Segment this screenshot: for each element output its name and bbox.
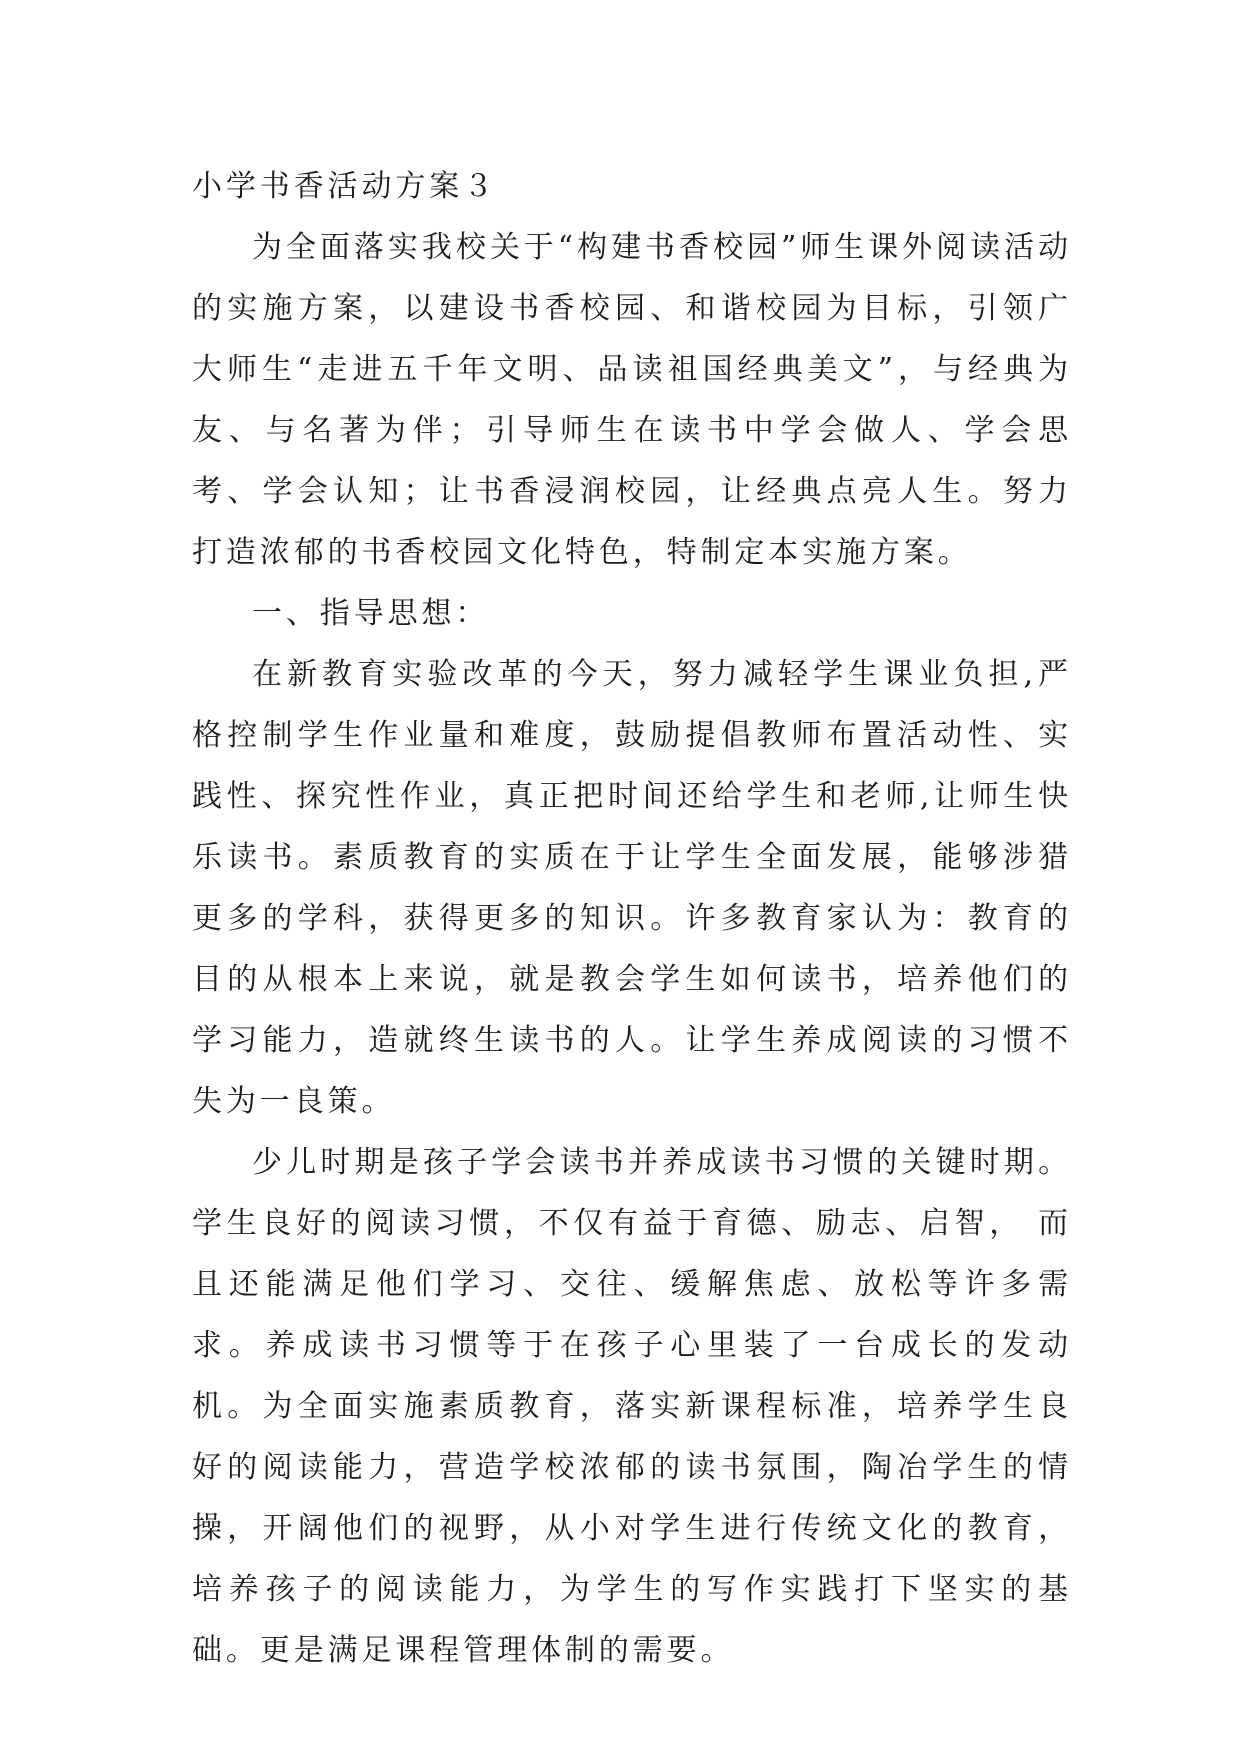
reading-habit-paragraph: 少儿时期是孩子学会读书并养成读书习惯的关键时期。学生良好的阅读习惯，不仅有益于育德、励志、启智， 而且还能满足他们学习、交往、缓解焦虑、放松等许多需求。养成读书习惯等于在孩子心里装了一台成长的发动机。为全面实施素质教育，落实新课程标准，培养学生良好的阅读能力，营造学校浓郁的读书氛围，陶冶学生的情操，开阔他们的视野，从小对学生进行传统文化的教育，培养孩子的阅读能力，为学生的写作实践打下坚实的基础。更是满足课程管理体制的需要。 (192, 1145, 1072, 1668)
guiding-ideology-paragraph: 在新教育实验改革的今天，努力减轻学生课业负担,严格控制学生作业量和难度，鼓励提倡教师布置活动性、实践性、探究性作业，真正把时间还给学生和老师,让师生快乐读书。素质教育的实质在于让学生全面发展，能够涉猎更多的学科，获得更多的知识。许多教育家认为：教育的目的从根本上来说，就是教会学生如何读书，培养他们的学习能力，造就终生读书的人。让学生养成阅读的习惯不失为一良策。 (192, 657, 1072, 1119)
document-title: 小学书香活动方案３ (192, 169, 498, 204)
intro-paragraph: 为全面落实我校关于“构建书香校园”师生课外阅读活动的实施方案，以建设书香校园、和谐校园为目标，引领广大师生“走进五千年文明、品读祖国经典美文”，与经典为友、与名著为伴；引导师生在读书中学会做人、学会思考、学会认知；让书香浸润校园，让经典点亮人生。努力打造浓郁的书香校园文化特色，特制定本实施方案。 (192, 230, 1072, 570)
section-heading-guiding-ideology: 一、指导思想： (252, 596, 490, 631)
document-body (192, 156, 1072, 1681)
